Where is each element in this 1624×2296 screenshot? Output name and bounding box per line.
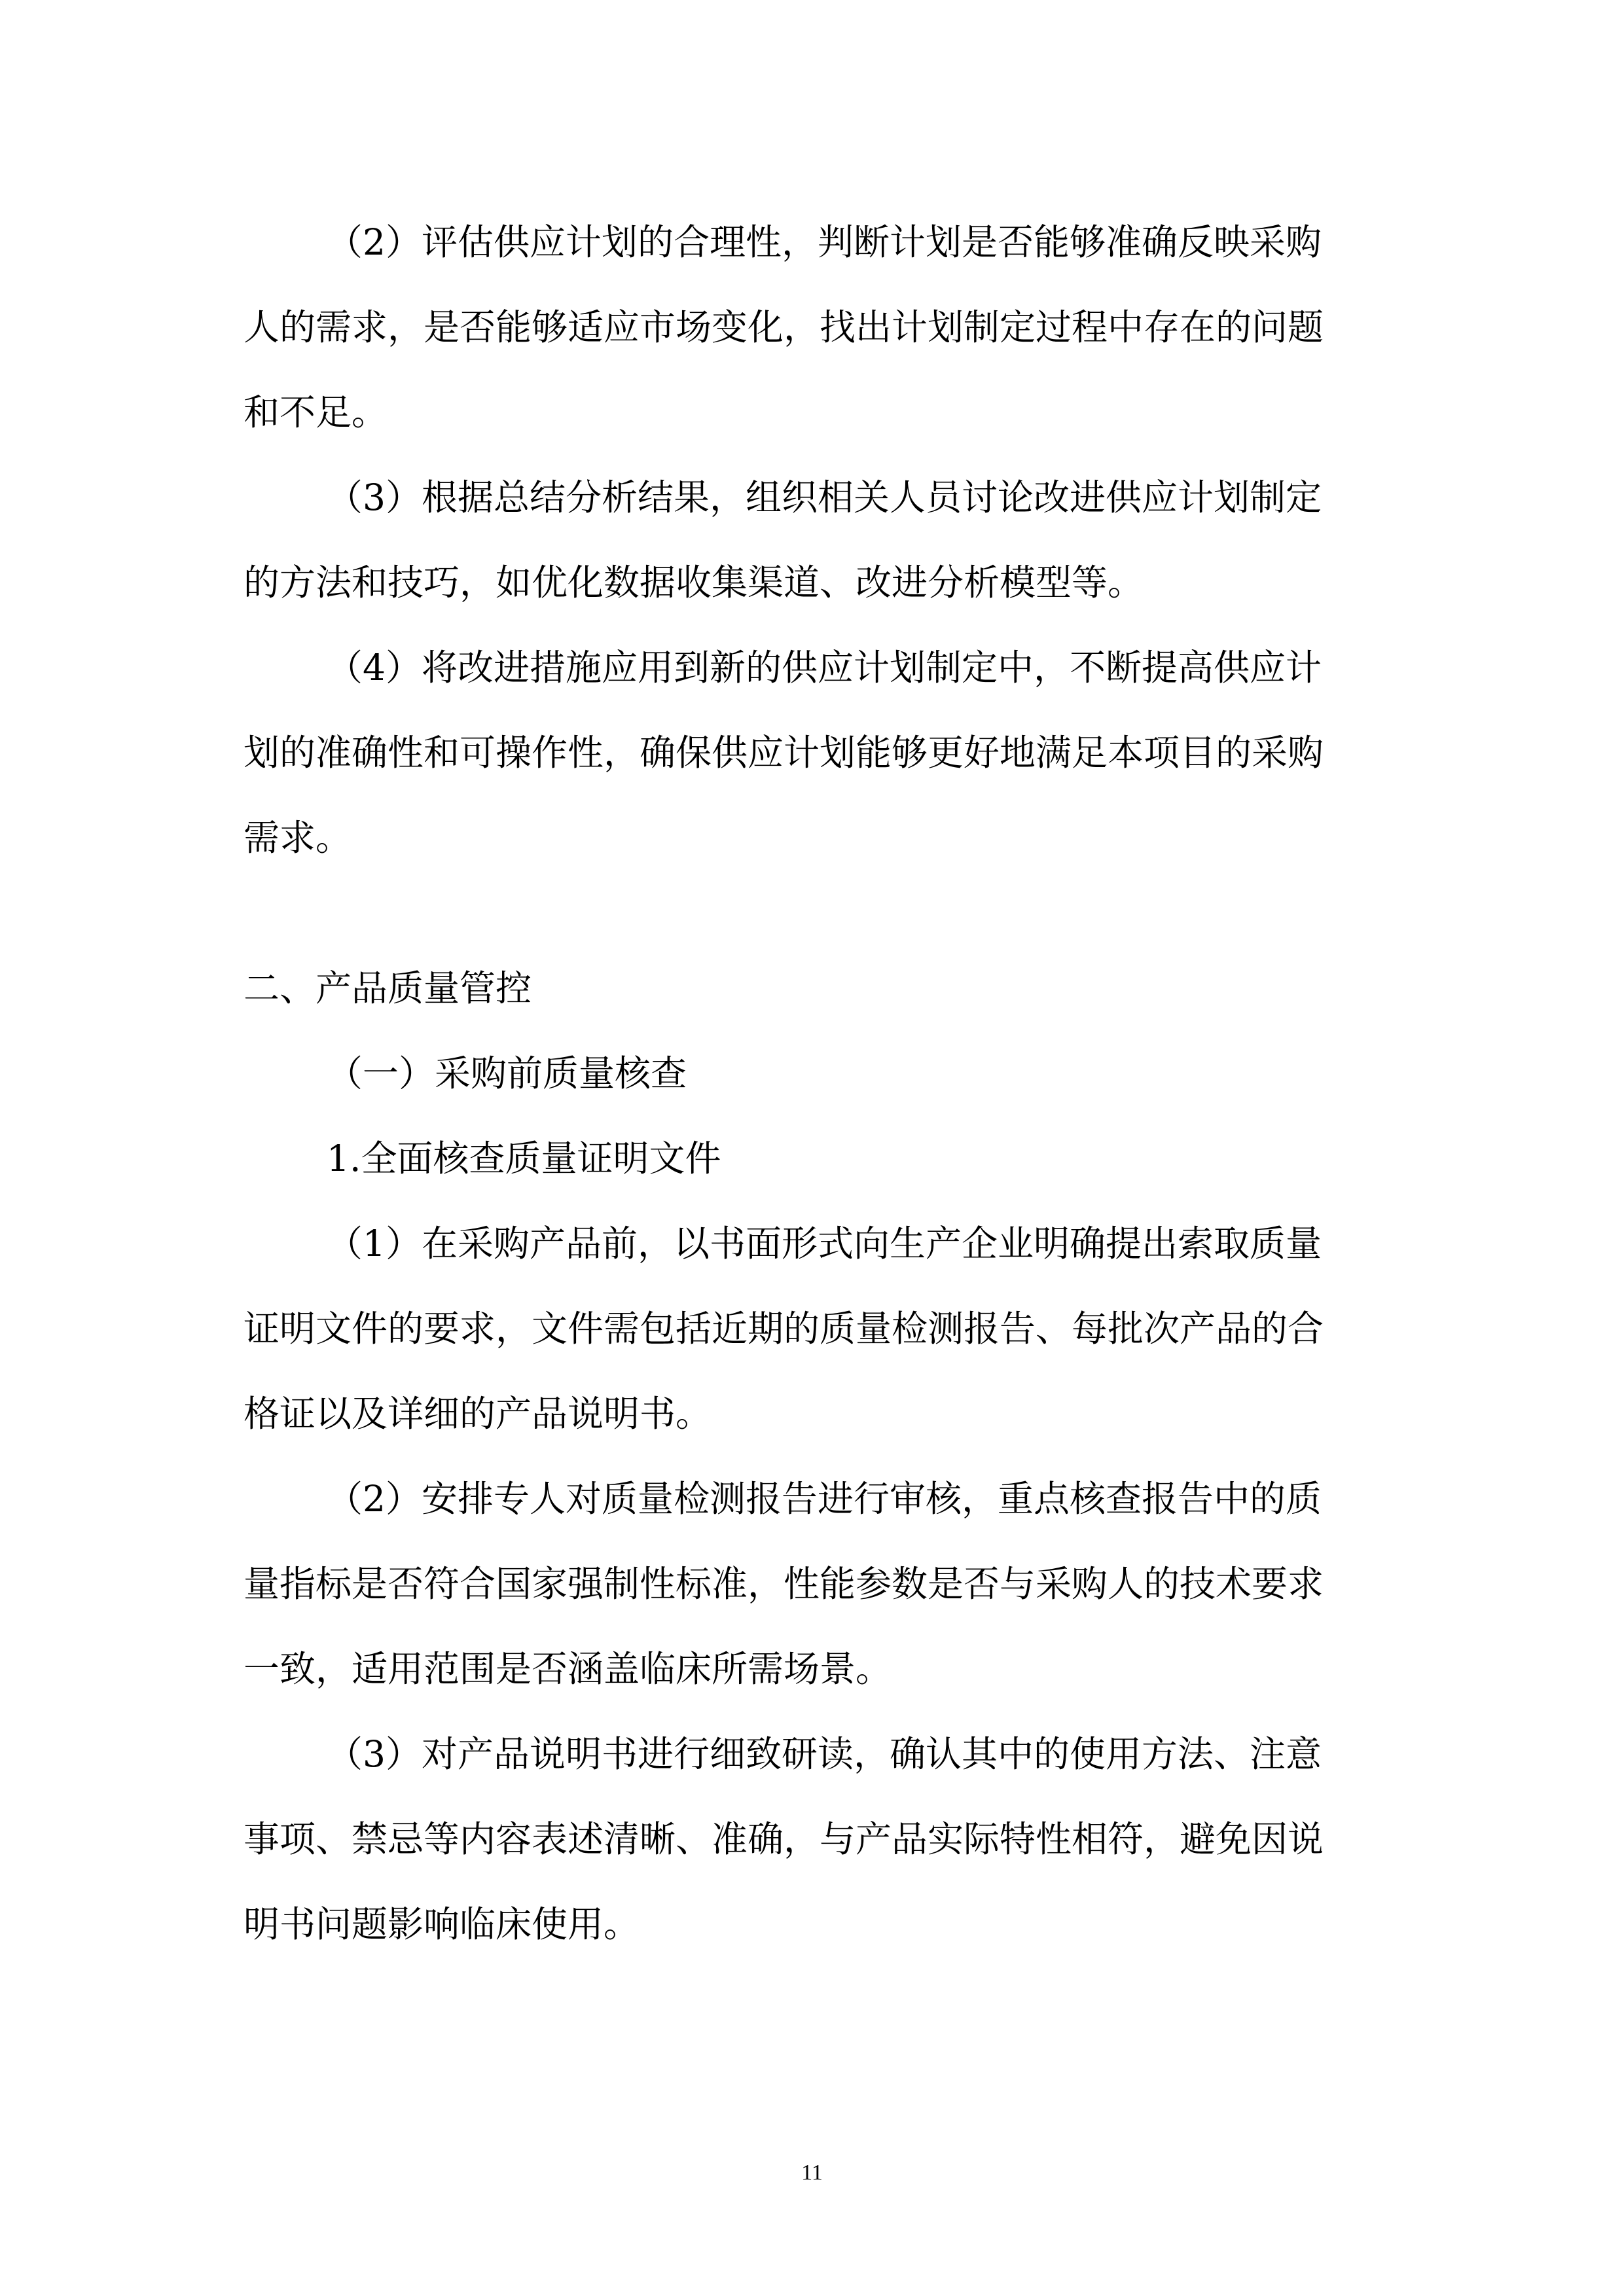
paragraph-line: （4）将改进措施应用到新的供应计划制定中，不断提高供应计 xyxy=(327,647,1322,689)
heading-text: 二、产品质量管控 xyxy=(244,967,532,1009)
paragraph-line: 和不足。 xyxy=(244,391,388,433)
paragraph-line: 的方法和技巧，如优化数据收集渠道、改进分析模型等。 xyxy=(244,562,1144,603)
paragraph-line: 明书问题影响临床使用。 xyxy=(244,1903,640,1945)
paragraph-request-documents xyxy=(244,1201,1382,1456)
item-heading-quality-documents xyxy=(244,1116,1382,1201)
paragraph-line: （3）根据总结分析结果，组织相关人员讨论改进供应计划制定 xyxy=(327,476,1322,518)
paragraph-supply-plan-evaluation xyxy=(244,200,1382,455)
page-number: 11 xyxy=(801,2161,823,2185)
paragraph-review-reports xyxy=(244,1456,1382,1712)
heading-text: 1.全面核查质量证明文件 xyxy=(327,1138,721,1179)
paragraph-line: 划的准确性和可操作性，确保供应计划能够更好地满足本项目的采购 xyxy=(244,732,1324,774)
paragraph-line: 事项、禁忌等内容表述清晰、准确，与产品实际特性相符，避免因说 xyxy=(244,1818,1324,1860)
heading-text: （一）采购前质量核查 xyxy=(327,1052,687,1094)
paragraph-study-manual xyxy=(244,1712,1382,1967)
paragraph-improvement-discussion xyxy=(244,455,1382,625)
paragraph-line: 量指标是否符合国家强制性标准，性能参数是否与采购人的技术要求 xyxy=(244,1563,1324,1605)
subsection-heading-pre-purchase-check xyxy=(244,1031,1382,1116)
section-heading-quality-control xyxy=(244,946,1382,1031)
paragraph-line: 人的需求，是否能够适应市场变化，找出计划制定过程中存在的问题 xyxy=(244,306,1324,348)
paragraph-line: 格证以及详细的产品说明书。 xyxy=(244,1393,712,1435)
paragraph-line: （2）评估供应计划的合理性，判断计划是否能够准确反映采购 xyxy=(327,221,1322,263)
paragraph-line: 需求。 xyxy=(244,817,352,859)
paragraph-line: （3）对产品说明书进行细致研读，确认其中的使用方法、注意 xyxy=(327,1733,1322,1775)
paragraph-line: 证明文件的要求，文件需包括近期的质量检测报告、每批次产品的合 xyxy=(244,1308,1324,1350)
paragraph-apply-improvements xyxy=(244,625,1382,880)
paragraph-line: （1）在采购产品前，以书面形式向生产企业明确提出索取质量 xyxy=(327,1223,1322,1265)
paragraph-line: 一致，适用范围是否涵盖临床所需场景。 xyxy=(244,1648,892,1690)
paragraph-line: （2）安排专人对质量检测报告进行审核，重点核查报告中的质 xyxy=(327,1478,1322,1520)
